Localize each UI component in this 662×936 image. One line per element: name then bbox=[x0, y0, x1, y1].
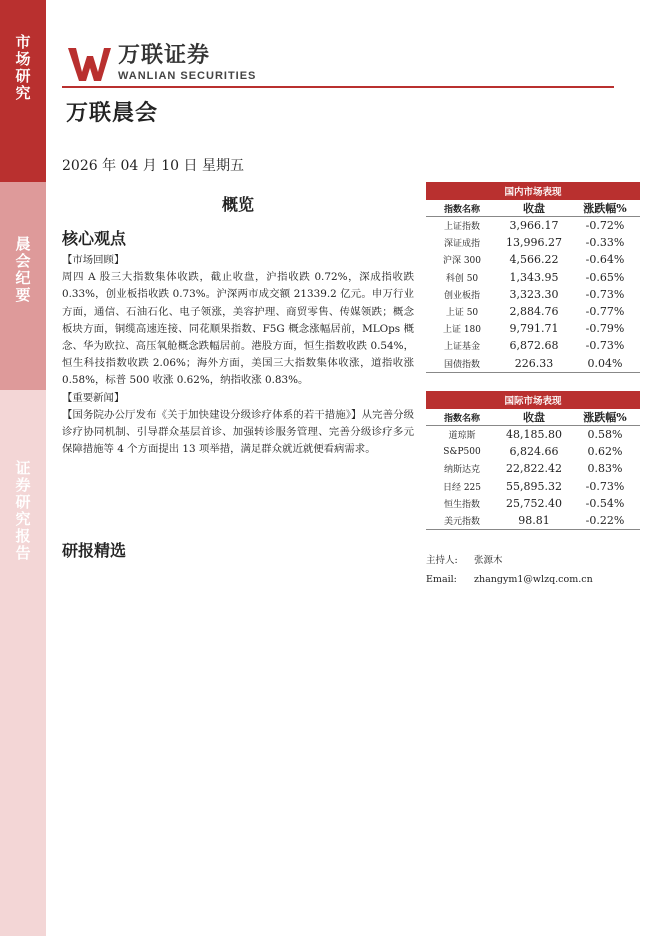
close-value: 2,884.76 bbox=[509, 305, 559, 319]
close-value: 6,872.68 bbox=[509, 339, 559, 353]
left-sidebar bbox=[0, 0, 46, 936]
index-name: 上证基金 bbox=[443, 342, 480, 353]
close-value: 98.81 bbox=[498, 512, 570, 530]
index-name: 沪深 300 bbox=[442, 256, 482, 267]
host-line bbox=[426, 551, 593, 570]
important-news-text: 【国务院办公厅发布《关于加快建设分级诊疗体系的若干措施》】从完善分级诊疗协同机制、引导群众基层首诊、加强转诊服务管理、完善分级诊疗多元保障措施等 4 个方面提出 13 项举措，满足群众就近就便看病需求。 bbox=[62, 408, 414, 456]
report-date: 2026 年 04 月 10 日 星期五 bbox=[62, 158, 244, 174]
index-name: 上证 180 bbox=[442, 325, 482, 336]
logo-chinese-name: 万联证券 bbox=[118, 43, 211, 68]
sidebar-label: 市场研究 bbox=[13, 34, 32, 102]
close-value: 6,824.66 bbox=[509, 445, 559, 459]
wanlian-logo-icon bbox=[66, 44, 112, 84]
index-name: S&P500 bbox=[443, 446, 481, 457]
index-name: 科创 50 bbox=[445, 273, 479, 284]
close-value: 13,996.27 bbox=[506, 236, 562, 250]
change-pct: -0.65% bbox=[585, 270, 625, 284]
column-header: 收盘 bbox=[498, 409, 570, 426]
change-pct: -0.73% bbox=[585, 287, 625, 301]
index-name: 国债指数 bbox=[426, 355, 498, 373]
table-row bbox=[426, 303, 640, 320]
table-row bbox=[426, 443, 640, 460]
change-pct: -0.72% bbox=[585, 219, 625, 233]
change-pct: -0.73% bbox=[585, 479, 625, 493]
table-row bbox=[426, 217, 640, 235]
table-row bbox=[426, 426, 640, 444]
column-header: 指数名称 bbox=[426, 409, 498, 426]
important-news-label: 【重要新闻】 bbox=[62, 391, 125, 404]
document-title: 万联晨会 bbox=[66, 100, 159, 126]
research-selection-heading: 研报精选 bbox=[62, 541, 127, 560]
close-value: 48,185.80 bbox=[506, 428, 562, 442]
table-row bbox=[426, 460, 640, 477]
change-pct: -0.33% bbox=[585, 236, 625, 250]
index-name: 美元指数 bbox=[426, 512, 498, 530]
change-pct: 0.04% bbox=[570, 355, 640, 373]
change-pct: -0.79% bbox=[585, 322, 625, 336]
market-review-label: 【市场回顾】 bbox=[62, 254, 125, 266]
change-pct: 0.58% bbox=[587, 428, 623, 442]
index-name: 恒生指数 bbox=[443, 499, 480, 510]
table-caption: 国内市场表现 bbox=[426, 182, 640, 200]
table-caption: 国际市场表现 bbox=[426, 391, 640, 409]
company-logo bbox=[66, 44, 256, 84]
email-address[interactable]: zhangym1@wlzq.com.cn bbox=[474, 574, 593, 585]
close-value: 226.33 bbox=[498, 355, 570, 373]
close-value: 3,323.30 bbox=[509, 287, 559, 301]
index-name: 上证 50 bbox=[445, 308, 479, 319]
close-value: 25,752.40 bbox=[506, 496, 562, 510]
sidebar-section-morning-meeting bbox=[0, 182, 46, 390]
change-pct: -0.22% bbox=[570, 512, 640, 530]
change-pct: 0.83% bbox=[587, 462, 623, 476]
index-name: 深证成指 bbox=[443, 239, 480, 250]
market-review-text: 周四 A 股三大指数集体收跌，截止收盘，沪指收跌 0.72%，深成指收跌 0.33%，创业板指收跌 0.73%。沪深两市成交额 21339.2 亿元。申万行业方面，通信、石油石化、电子领涨，美容护理、商贸零售、传媒领跌；概念板块方面，铜缆高速连接、同花顺果指数、F5G 概念涨幅居前，MLOps 概念、华为欧拉、高压氧舱概念跌幅居前。港股方面，恒生指数收跌 0.54%，恒生科技指数收跌 2.06%；海外方面，美国三大指数集体收涨，道指收涨 0.58%，标普 500 收涨 0.62%，纳指收涨 0.83%。 bbox=[62, 271, 414, 387]
host-label: 主持人: bbox=[426, 555, 458, 566]
column-header: 指数名称 bbox=[426, 200, 498, 217]
sidebar-label: 晨会纪要 bbox=[13, 236, 32, 304]
table-row bbox=[426, 495, 640, 512]
contact-info bbox=[426, 551, 593, 589]
index-name: 纳斯达克 bbox=[443, 465, 480, 476]
logo-english-name: WANLIAN SECURITIES bbox=[118, 70, 257, 82]
change-pct: -0.54% bbox=[585, 496, 625, 510]
close-value: 22,822.42 bbox=[506, 462, 562, 476]
close-value: 3,966.17 bbox=[509, 219, 559, 233]
index-name: 上证指数 bbox=[443, 222, 480, 233]
index-name: 创业板指 bbox=[443, 290, 480, 301]
email-label: Email: bbox=[426, 574, 457, 585]
table-row bbox=[426, 286, 640, 303]
table-row bbox=[426, 337, 640, 354]
table-row bbox=[426, 251, 640, 268]
close-value: 4,566.22 bbox=[509, 253, 559, 267]
index-name: 日经 225 bbox=[442, 482, 482, 493]
change-pct: -0.64% bbox=[585, 253, 625, 267]
column-header: 收盘 bbox=[498, 200, 570, 217]
table-row bbox=[426, 234, 640, 251]
index-name: 道琼斯 bbox=[448, 431, 476, 442]
sidebar-section-market-research bbox=[0, 0, 46, 182]
change-pct: 0.62% bbox=[587, 445, 623, 459]
international-market-table bbox=[426, 391, 640, 530]
change-pct: -0.77% bbox=[585, 305, 625, 319]
table-row bbox=[426, 478, 640, 495]
table-header-row bbox=[426, 200, 640, 217]
column-header: 涨跌幅% bbox=[570, 409, 640, 426]
header-divider bbox=[62, 86, 614, 88]
domestic-market-table bbox=[426, 182, 640, 373]
table-row bbox=[426, 269, 640, 286]
table-row bbox=[426, 320, 640, 337]
email-line bbox=[426, 570, 593, 589]
host-name: 张源木 bbox=[474, 555, 503, 566]
core-views-body bbox=[62, 252, 414, 458]
overview-heading: 概览 bbox=[221, 195, 254, 214]
close-value: 9,791.71 bbox=[509, 322, 559, 336]
close-value: 55,895.32 bbox=[506, 479, 562, 493]
column-header: 涨跌幅% bbox=[570, 200, 640, 217]
sidebar-section-securities-report bbox=[0, 390, 46, 936]
table-row bbox=[426, 355, 640, 373]
table-row bbox=[426, 512, 640, 530]
change-pct: -0.73% bbox=[585, 339, 625, 353]
close-value: 1,343.95 bbox=[509, 270, 559, 284]
table-header-row bbox=[426, 409, 640, 426]
sidebar-label: 证券研究报告 bbox=[13, 460, 32, 562]
core-views-heading: 核心观点 bbox=[62, 229, 127, 248]
